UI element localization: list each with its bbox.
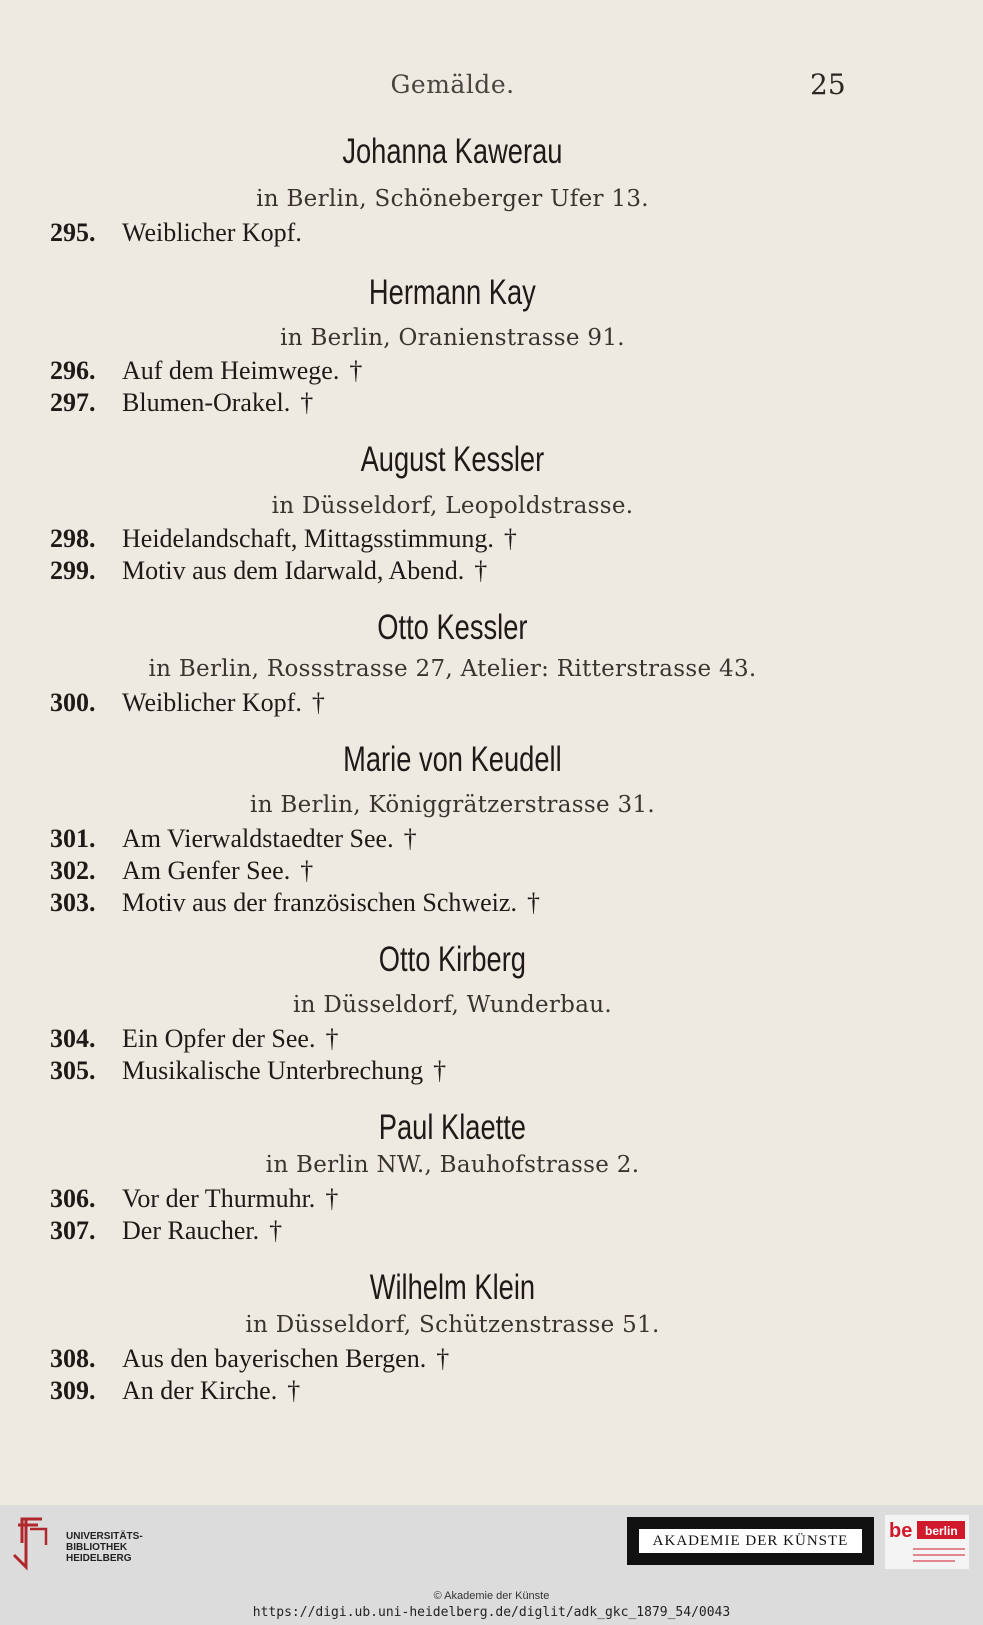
catalog-entry [50, 688, 325, 718]
catalog-entry [50, 1344, 449, 1374]
university-library-logo[interactable] [12, 1515, 212, 1575]
deceased-dagger: † [300, 388, 314, 417]
artist-address: in Berlin NW., Bauhofstrasse 2. [265, 1152, 640, 1178]
entry-title: An der Kirche. [122, 1376, 278, 1405]
entry-title: Ein Opfer der See. [122, 1024, 316, 1053]
entry-title: Am Vierwaldstaedter See. [122, 824, 394, 853]
entry-number: 295. [50, 218, 96, 247]
berlin-senate-logo[interactable] [885, 1515, 969, 1569]
berlin-logo-icon [885, 1515, 969, 1569]
entry-number: 301. [50, 824, 96, 853]
entry-number: 304. [50, 1024, 96, 1053]
uni-line: HEIDELBERG [66, 1553, 132, 1564]
artist-name: Wilhelm Klein [369, 1268, 536, 1307]
artist-name: Otto Kessler [377, 608, 528, 647]
artist-address: in Berlin, Oranienstrasse 91. [280, 325, 625, 351]
entry-number: 299. [50, 556, 96, 585]
deceased-dagger: † [311, 688, 325, 717]
catalog-entry [50, 1376, 300, 1406]
permalink-url[interactable]: https://digi.ub.uni-heidelberg.de/diglit/adk_gkc_1879_54/0043 [252, 1605, 731, 1620]
catalog-entry [50, 1216, 282, 1246]
catalog-entry [50, 888, 540, 918]
running-header: Gemälde. [390, 70, 515, 99]
catalog-entry [50, 218, 302, 248]
entry-number: 309. [50, 1376, 96, 1405]
svg-text:berlin: berlin [925, 1524, 958, 1538]
deceased-dagger: † [526, 888, 540, 917]
artist-name: Johanna Kawerau [342, 132, 563, 171]
artist-address: in Düsseldorf, Schützenstrasse 51. [245, 1312, 660, 1338]
entry-title: Der Raucher. [122, 1216, 260, 1245]
entry-title: Motiv aus dem Idarwald, Abend. [122, 556, 465, 585]
entry-title: Am Genfer See. [122, 856, 291, 885]
entry-title: Auf dem Heimwege. [122, 356, 340, 385]
university-library-name [66, 1531, 143, 1564]
deceased-dagger: † [300, 856, 314, 885]
catalog-entry [50, 356, 362, 386]
entry-title: Weiblicher Kopf. [122, 218, 302, 247]
artist-address: in Berlin, Rossstrasse 27, Atelier: Ritterstrasse 43. [148, 656, 757, 682]
copyright-notice: © Akademie der Künste [433, 1590, 550, 1602]
catalog-entry [50, 1056, 446, 1086]
heidelberg-emblem-icon [12, 1515, 52, 1571]
deceased-dagger: † [269, 1216, 283, 1245]
artist-name: Hermann Kay [368, 273, 536, 312]
deceased-dagger: † [349, 356, 363, 385]
page-number: 25 [810, 68, 846, 101]
catalog-entry [50, 856, 313, 886]
artist-address: in Berlin, Königgrätzerstrasse 31. [250, 792, 655, 818]
entry-title: Motiv aus der französischen Schweiz. [122, 888, 517, 917]
entry-number: 307. [50, 1216, 96, 1245]
entry-number: 300. [50, 688, 96, 717]
artist-name: Marie von Keudell [343, 740, 562, 779]
entry-number: 305. [50, 1056, 96, 1085]
entry-title: Vor der Thurmuhr. [122, 1184, 316, 1213]
entry-title: Blumen-Orakel. [122, 388, 291, 417]
entry-number: 306. [50, 1184, 96, 1213]
catalog-entry [50, 388, 313, 418]
catalog-entry [50, 1024, 338, 1054]
catalog-entry [50, 524, 517, 554]
deceased-dagger: † [325, 1184, 339, 1213]
viewer-footer [0, 1505, 983, 1625]
entry-title: Aus den bayerischen Bergen. [122, 1344, 427, 1373]
deceased-dagger: † [325, 1024, 339, 1053]
entry-number: 297. [50, 388, 96, 417]
artist-address: in Düsseldorf, Wunderbau. [293, 992, 612, 1018]
artist-name: August Kessler [360, 440, 545, 479]
artist-address: in Düsseldorf, Leopoldstrasse. [271, 493, 634, 519]
deceased-dagger: † [403, 824, 417, 853]
svg-text:be: be [889, 1520, 913, 1542]
catalog-entry [50, 824, 417, 854]
entry-title: Heidelandschaft, Mittagsstimmung. [122, 524, 494, 553]
artist-name: Otto Kirberg [378, 940, 526, 979]
entry-number: 298. [50, 524, 96, 553]
entry-title: Weiblicher Kopf. [122, 688, 302, 717]
uni-line: UNIVERSITÄTS- [66, 1531, 143, 1542]
deceased-dagger: † [474, 556, 488, 585]
catalog-entry [50, 1184, 338, 1214]
entry-title: Musikalische Unterbrechung [122, 1056, 424, 1085]
entry-number: 296. [50, 356, 96, 385]
entry-number: 302. [50, 856, 96, 885]
deceased-dagger: † [433, 1056, 447, 1085]
uni-line: BIBLIOTHEK [66, 1542, 128, 1553]
deceased-dagger: † [287, 1376, 301, 1405]
entry-number: 308. [50, 1344, 96, 1373]
akademie-label: AKADEMIE DER KÜNSTE [639, 1529, 862, 1553]
artist-address: in Berlin, Schöneberger Ufer 13. [256, 186, 649, 212]
akademie-logo[interactable] [627, 1517, 874, 1565]
catalog-entry [50, 556, 487, 586]
deceased-dagger: † [503, 524, 517, 553]
deceased-dagger: † [436, 1344, 450, 1373]
entry-number: 303. [50, 888, 96, 917]
artist-name: Paul Klaette [378, 1108, 527, 1147]
